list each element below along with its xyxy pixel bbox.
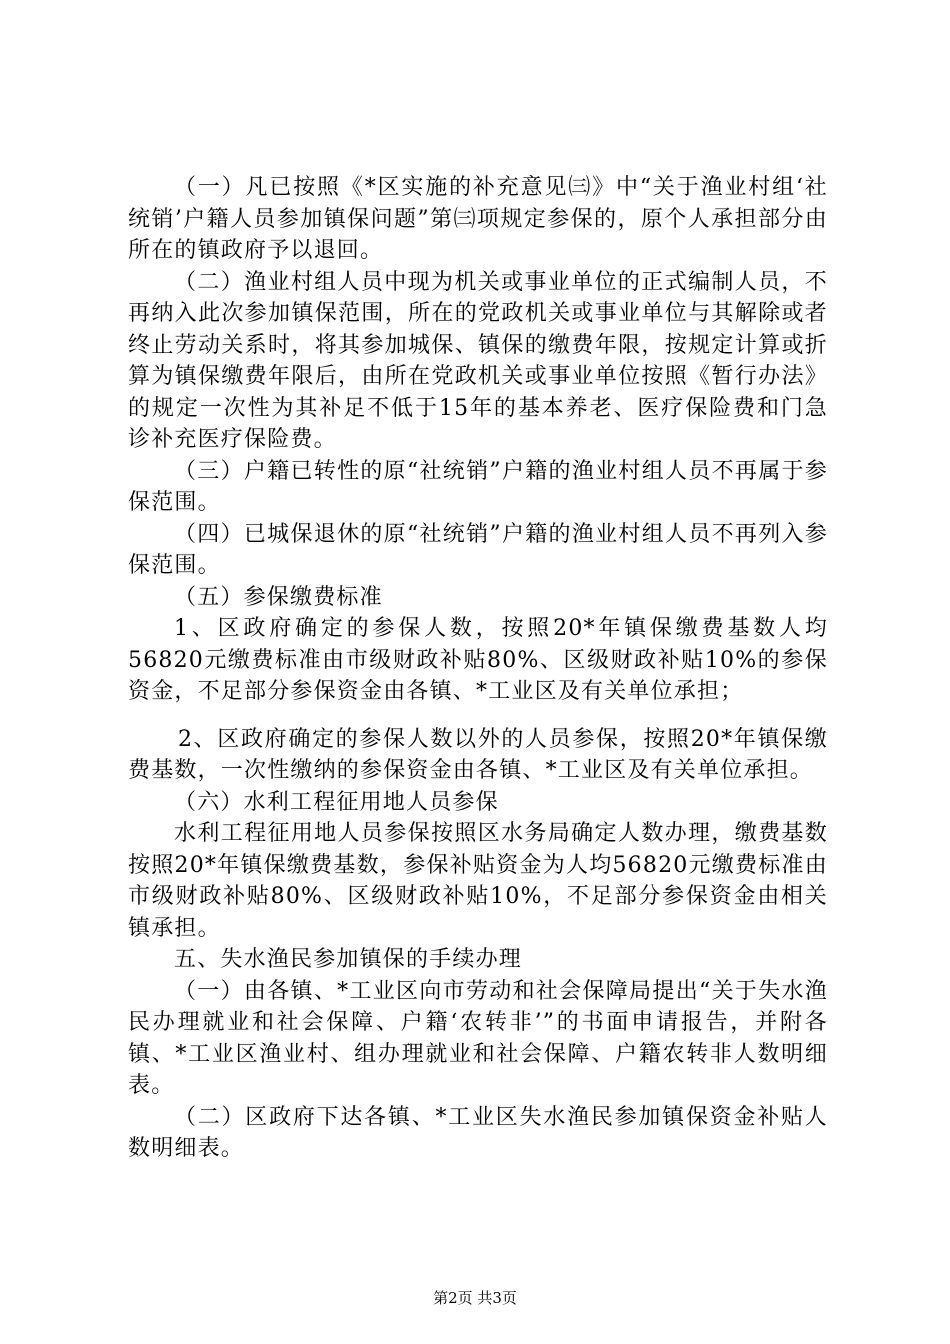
paragraph-7: 2、区政府确定的参保人数以外的人员参保，按照20*年镇保缴费基数，一次性缴纳的参保资金由各镇、*工业区及有关单位承担。 (128, 726, 828, 783)
paragraph-4: （四）已城保退休的原“社统销”户籍的渔业村组人员不再列入参保范围。 (128, 521, 828, 578)
page-footer: 第2页 共3页 (433, 1289, 517, 1307)
paragraph-8: （六）水利工程征用地人员参保 (174, 789, 499, 815)
paragraph-3: （三）户籍已转性的原“社统销”户籍的渔业村组人员不再属于参保范围。 (128, 458, 828, 515)
paragraph-11: （一）由各镇、*工业区向市劳动和社会保障局提出“关于失水渔民办理就业和社会保障、户籍‘农转非’”的书面申请报告，并附各镇、*工业区渔业村、组办理就业和社会保障、户籍农转非人数明细表。 (128, 978, 828, 1098)
paragraph-12: （二）区政府下达各镇、*工业区失水渔民参加镇保资金补贴人数明细表。 (128, 1104, 828, 1161)
paragraph-1: （一）凡已按照《*区实施的补充意见㈢》中“关于渔业村组‘社统销’户籍人员参加镇保问题”第㈢项规定参保的，原个人承担部分由所在的镇政府予以退回。 (128, 175, 828, 263)
paragraph-10: 五、失水渔民参加镇保的手续办理 (174, 947, 523, 972)
paragraph-5: （五）参保缴费标准 (174, 584, 383, 610)
paragraph-9: 水利工程征用地人员参保按照区水务局确定人数办理，缴费基数按照20*年镇保缴费基数，参保补贴资金为人均56820元缴费标准由市级财政补贴80%、区级财政补贴10%，不足部分参保资金由相关镇承担。 (128, 821, 828, 941)
paragraph-2: （二）渔业村组人员中现为机关或事业单位的正式编制人员，不再纳入此次参加镇保范围，所在的党政机关或事业单位与其解除或者终止劳动关系时，将其参加城保、镇保的缴费年限，按规定计算或折算为镇保缴费年限后，由所在党政机关或事业单位按照《暂行办法》的规定一次性为其补足不低于15年的基本养老、医疗保险费和门急诊补充医疗保险费。 (128, 269, 828, 452)
paragraph-6: 1、区政府确定的参保人数，按照20*年镇保缴费基数人均56820元缴费标准由市级财政补贴80%、区级财政补贴10%的参保资金，不足部分参保资金由各镇、*工业区及有关单位承担； (128, 616, 828, 704)
document-body (128, 172, 828, 1165)
